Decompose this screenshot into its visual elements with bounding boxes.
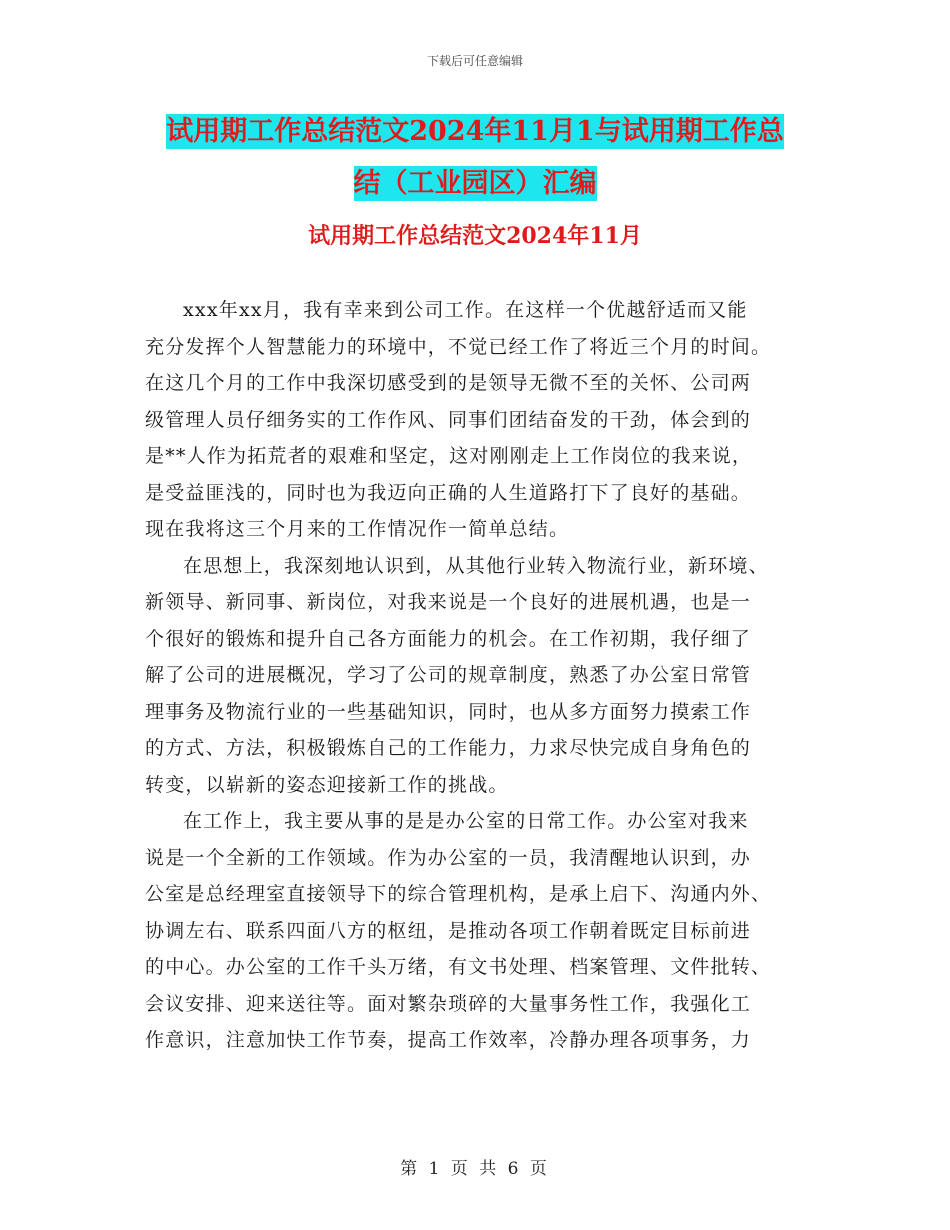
paragraph-line: 新领导、新同事、新岗位，对我来说是一个良好的进展机遇，也是一 bbox=[145, 591, 752, 613]
paragraph-line: xxx年xx月，我有幸来到公司工作。在这样一个优越舒适而又能 bbox=[183, 299, 748, 321]
paragraph-line: 解了公司的进展概况，学习了公司的规章制度，熟悉了办公室日常管 bbox=[145, 664, 752, 686]
paragraph-line: 在这几个月的工作中我深切感受到的是领导无微不至的关怀、公司两 bbox=[145, 372, 752, 394]
paragraph-line: 转变，以崭新的姿态迎接新工作的挑战。 bbox=[145, 773, 509, 796]
paragraph-line: 是**人作为拓荒者的艰难和坚定，这对刚刚走上工作岗位的我来说， bbox=[145, 445, 753, 467]
main-title-line-1: 试用期工作总结范文2024年11月1与试用期工作总 bbox=[166, 116, 784, 147]
paragraph-2 bbox=[145, 548, 810, 804]
paragraph-line: 会议安排、迎来送往等。面对繁杂琐碎的大量事务性工作，我强化工 bbox=[145, 992, 752, 1015]
paragraph-line: 理事务及物流行业的一些基础知识，同时，也从多方面努力摸索工作 bbox=[145, 700, 752, 723]
main-title-line-2: 结（工业园区）汇编 bbox=[353, 168, 597, 199]
paragraph-line: 现在我将这三个月来的工作情况作一简单总结。 bbox=[145, 518, 570, 540]
paragraph-line: 是受益匪浅的，同时也为我迈向正确的人生道路打下了良好的基础。 bbox=[145, 481, 752, 504]
document-body bbox=[145, 292, 810, 1059]
paragraph-line: 在思想上，我深刻地认识到，从其他行业转入物流行业，新环境、 bbox=[183, 554, 769, 577]
paragraph-line: 级管理人员仔细务实的工作作风、同事们团结奋发的干劲，体会到的 bbox=[145, 408, 752, 431]
paragraph-line: 协调左右、联系四面八方的枢纽，是推动各项工作朝着既定目标前进 bbox=[145, 919, 752, 942]
page-footer: 第 1 页 共 6 页 bbox=[400, 1159, 550, 1179]
paragraph-line: 说是一个全新的工作领域。作为办公室的一员，我清醒地认识到，办 bbox=[145, 846, 752, 869]
paragraph-line: 的方式、方法，积极锻炼自己的工作能力，力求尽快完成自身角色的 bbox=[145, 737, 752, 759]
section-title: 试用期工作总结范文2024年11月 bbox=[308, 223, 642, 249]
paragraph-line: 在工作上，我主要从事的是是办公室的日常工作。办公室对我来 bbox=[183, 810, 749, 832]
main-title bbox=[150, 106, 800, 210]
paragraph-3 bbox=[145, 803, 810, 1059]
paragraph-line: 作意识，注意加快工作节奏，提高工作效率，冷静办理各项事务，力 bbox=[145, 1029, 752, 1051]
paragraph-1 bbox=[145, 292, 810, 548]
paragraph-line: 公室是总经理室直接领导下的综合管理机构，是承上启下、沟通内外、 bbox=[145, 883, 772, 905]
header-note: 下载后可任意编辑 bbox=[426, 54, 523, 68]
paragraph-line: 的中心。办公室的工作千头万绪，有文书处理、档案管理、文件批转、 bbox=[145, 956, 772, 978]
paragraph-line: 充分发挥个人智慧能力的环境中，不觉已经工作了将近三个月的时间。 bbox=[145, 335, 772, 358]
paragraph-line: 个很好的锻炼和提升自己各方面能力的机会。在工作初期，我仔细了 bbox=[145, 627, 752, 650]
